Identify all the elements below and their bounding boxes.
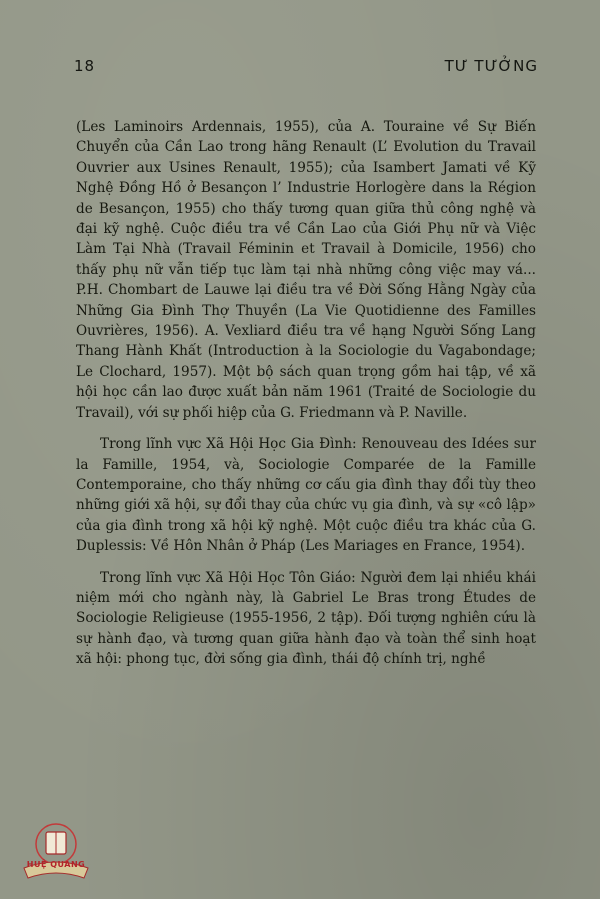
page-number: 18	[74, 57, 96, 75]
running-head: TƯ TƯỞNG	[444, 57, 538, 75]
library-seal	[18, 820, 94, 882]
page-header	[74, 57, 538, 79]
seal-label: HUỆ QUANG	[26, 860, 86, 869]
paragraph-2: Trong lĩnh vực Xã Hội Học Gia Đình: Renouveau des Idées sur la Famille, 1954, và, Sociologie Comparée de la Famille Contemporaine, cho thấy những cơ cấu gia đình thay đổi tùy theo những giới xã hội, sự đổi thay của chức vụ gia đình, và sự «cô lập» của gia đình trong xã hội kỹ nghệ. Một cuộc điều tra khác của G. Duplessis: Về Hôn Nhân ở Pháp (Les Mariages en France, 1954).	[76, 436, 536, 555]
paragraph-1: (Les Laminoirs Ardennais, 1955), của A. Touraine về Sự Biến Chuyển của Cần Lao trong hãng Renault (L’ Evolution du Travail Ouvrier aux Usines Renault, 1955); của Isambert Jamati về Kỹ Nghệ Đồng Hồ ở Besançon l’ Industrie Horlogère dans la Région de Besançon, 1955) cho thấy tương quan giữa thủ công nghệ và đại kỹ nghệ. Cuộc điều tra về Cần Lao của Giới Phụ nữ và Việc Làm Tại Nhà (Travail Féminin et Travail à Domicile, 1956) cho thấy phụ nữ vẫn tiếp tục làm tại nhà những công việc may vá... P.H. Chombart de Lauwe lại điều tra về Đời Sống Hằng Ngày của Những Gia Đình Thợ Thuyền (La Vie Quotidienne des Familles Ouvrières, 1956). A. Vexliard điều tra về hạng Người Sống Lang Thang Hành Khất (Introduction à la Sociologie du Vagabondage; Le Clochard, 1957). Một bộ sách quan trọng gồm hai tập, về xã hội học cần lao được xuất bản năm 1961 (Traité de Sociologie du Travail), với sự phối hiệp của G. Friedmann và P. Naville.	[76, 119, 536, 421]
body-text	[76, 117, 536, 670]
paragraph-3: Trong lĩnh vực Xã Hội Học Tôn Giáo: Người đem lại nhiều khái niệm mới cho ngành này, là Gabriel Le Bras trong Études de Sociologie Religieuse (1955-1956, 2 tập). Đối tượng nghiên cứu là sự hành đạo, và tương quan giữa hành đạo và toàn thể sinh hoạt xã hội: phong tục, đời sống gia đình, thái độ chính trị, nghề	[76, 569, 536, 668]
seal-emblem-icon	[18, 820, 94, 882]
